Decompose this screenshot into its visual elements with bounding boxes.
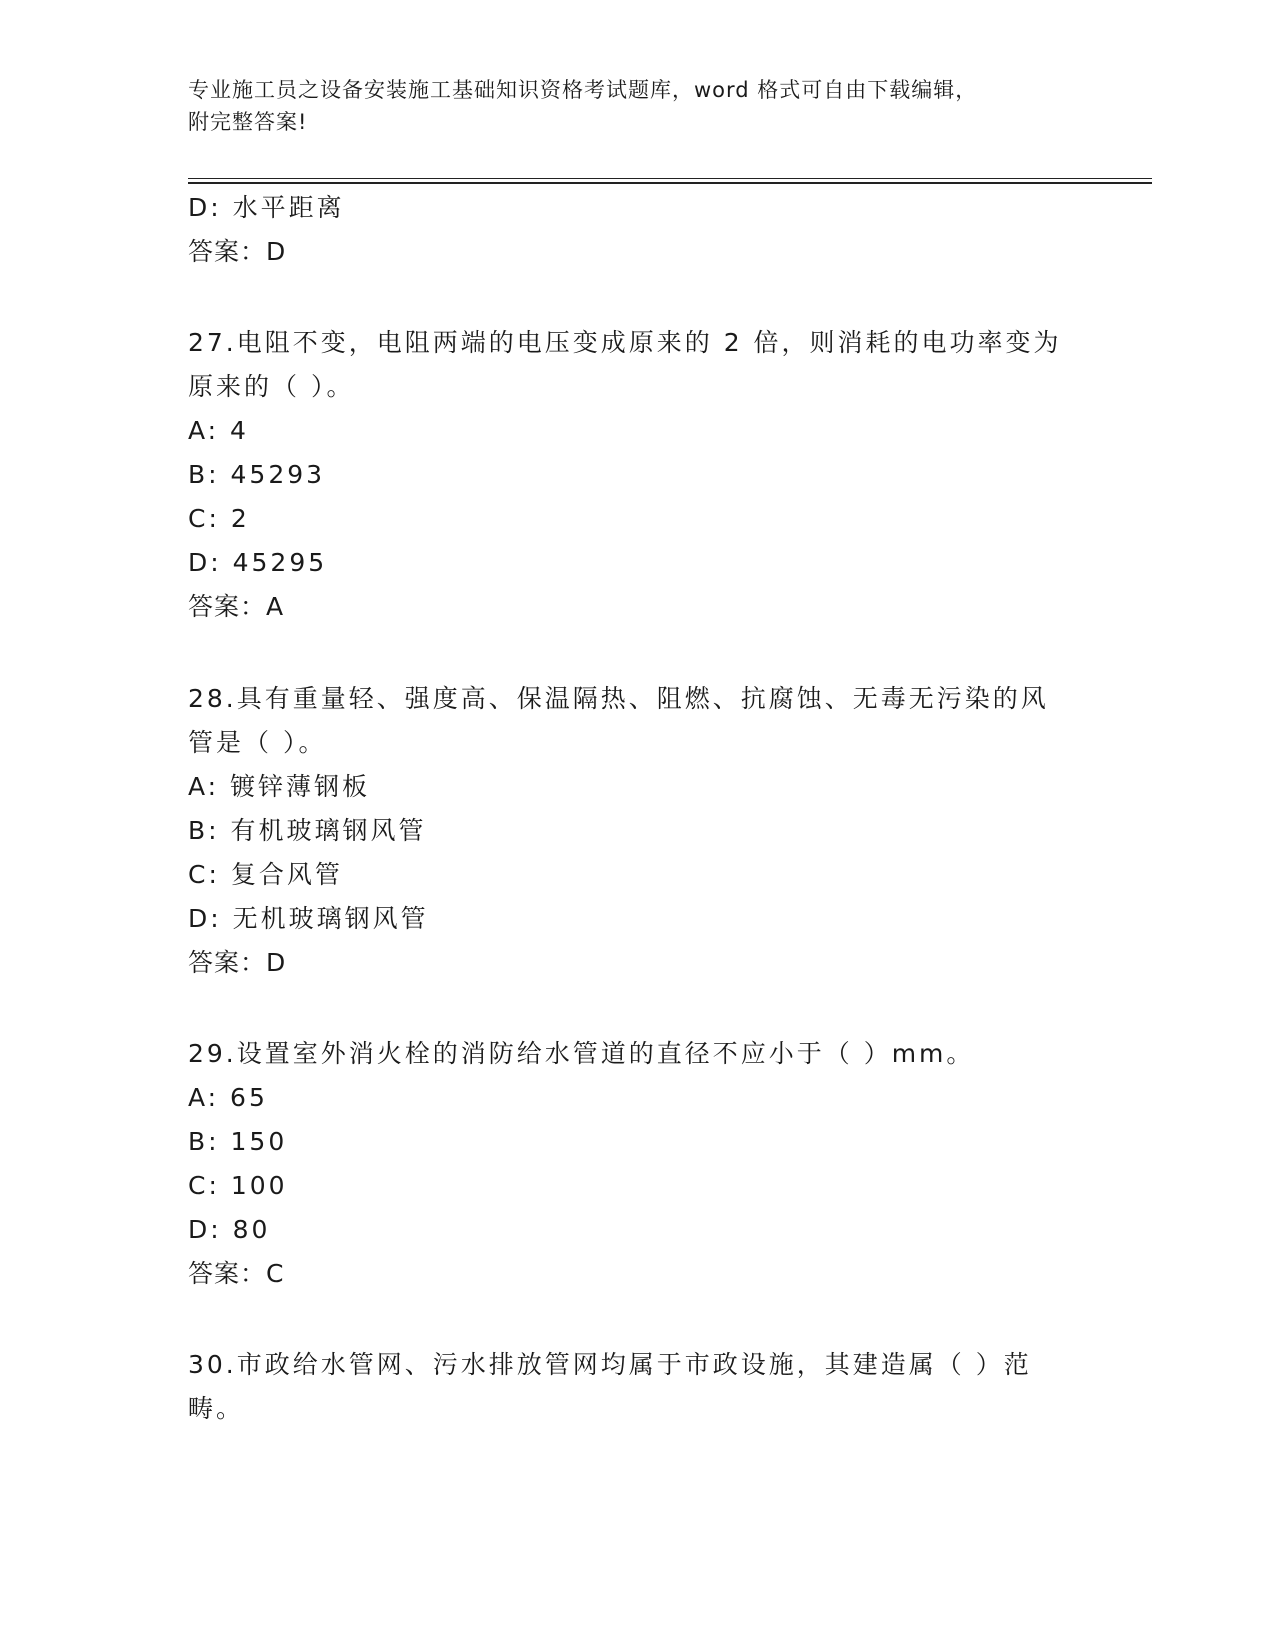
answer-27: 答案：A	[188, 592, 285, 621]
question-28-option-c: C: 复合风管	[188, 860, 343, 889]
question-27-option-c: C: 2	[188, 504, 250, 533]
question-28-line-1: 28.具有重量轻、强度高、保温隔热、阻燃、抗腐蚀、无毒无污染的风	[188, 684, 1049, 713]
question-30-line-2: 畴。	[188, 1394, 245, 1423]
question-29-option-d: D: 80	[188, 1215, 271, 1244]
question-27-option-d: D: 45295	[188, 548, 328, 577]
question-27-line-1: 27.电阻不变，电阻两端的电压变成原来的 2 倍，则消耗的电功率变为	[188, 328, 1062, 357]
header-divider-top	[188, 178, 1152, 179]
question-28-option-d: D: 无机玻璃钢风管	[188, 904, 429, 933]
header-line-1: 专业施工员之设备安装施工基础知识资格考试题库，word 格式可自由下载编辑，	[188, 78, 978, 102]
question-30-line-1: 30.市政给水管网、污水排放管网均属于市政设施，其建造属（ ）范	[188, 1350, 1032, 1379]
question-27-option-a: A: 4	[188, 416, 249, 445]
document-header	[188, 74, 1068, 138]
answer-29: 答案：C	[188, 1259, 285, 1288]
answer-26: 答案：D	[188, 237, 287, 266]
header-divider-bottom	[188, 182, 1152, 184]
question-29-option-c: C: 100	[188, 1171, 288, 1200]
question-29-line-1: 29.设置室外消火栓的消防给水管道的直径不应小于（ ）mm。	[188, 1039, 975, 1068]
answer-28: 答案：D	[188, 948, 287, 977]
header-line-2: 附完整答案!	[188, 110, 308, 134]
question-28-option-b: B: 有机玻璃钢风管	[188, 816, 427, 845]
question-28-option-a: A: 镀锌薄钢板	[188, 772, 371, 801]
question-29-option-b: B: 150	[188, 1127, 288, 1156]
question-27-option-b: B: 45293	[188, 460, 326, 489]
question-27-line-2: 原来的（ ）。	[188, 372, 355, 401]
option-d: D: 水平距离	[188, 193, 345, 222]
question-28-line-2: 管是（ ）。	[188, 728, 327, 757]
question-29-option-a: A: 65	[188, 1083, 268, 1112]
